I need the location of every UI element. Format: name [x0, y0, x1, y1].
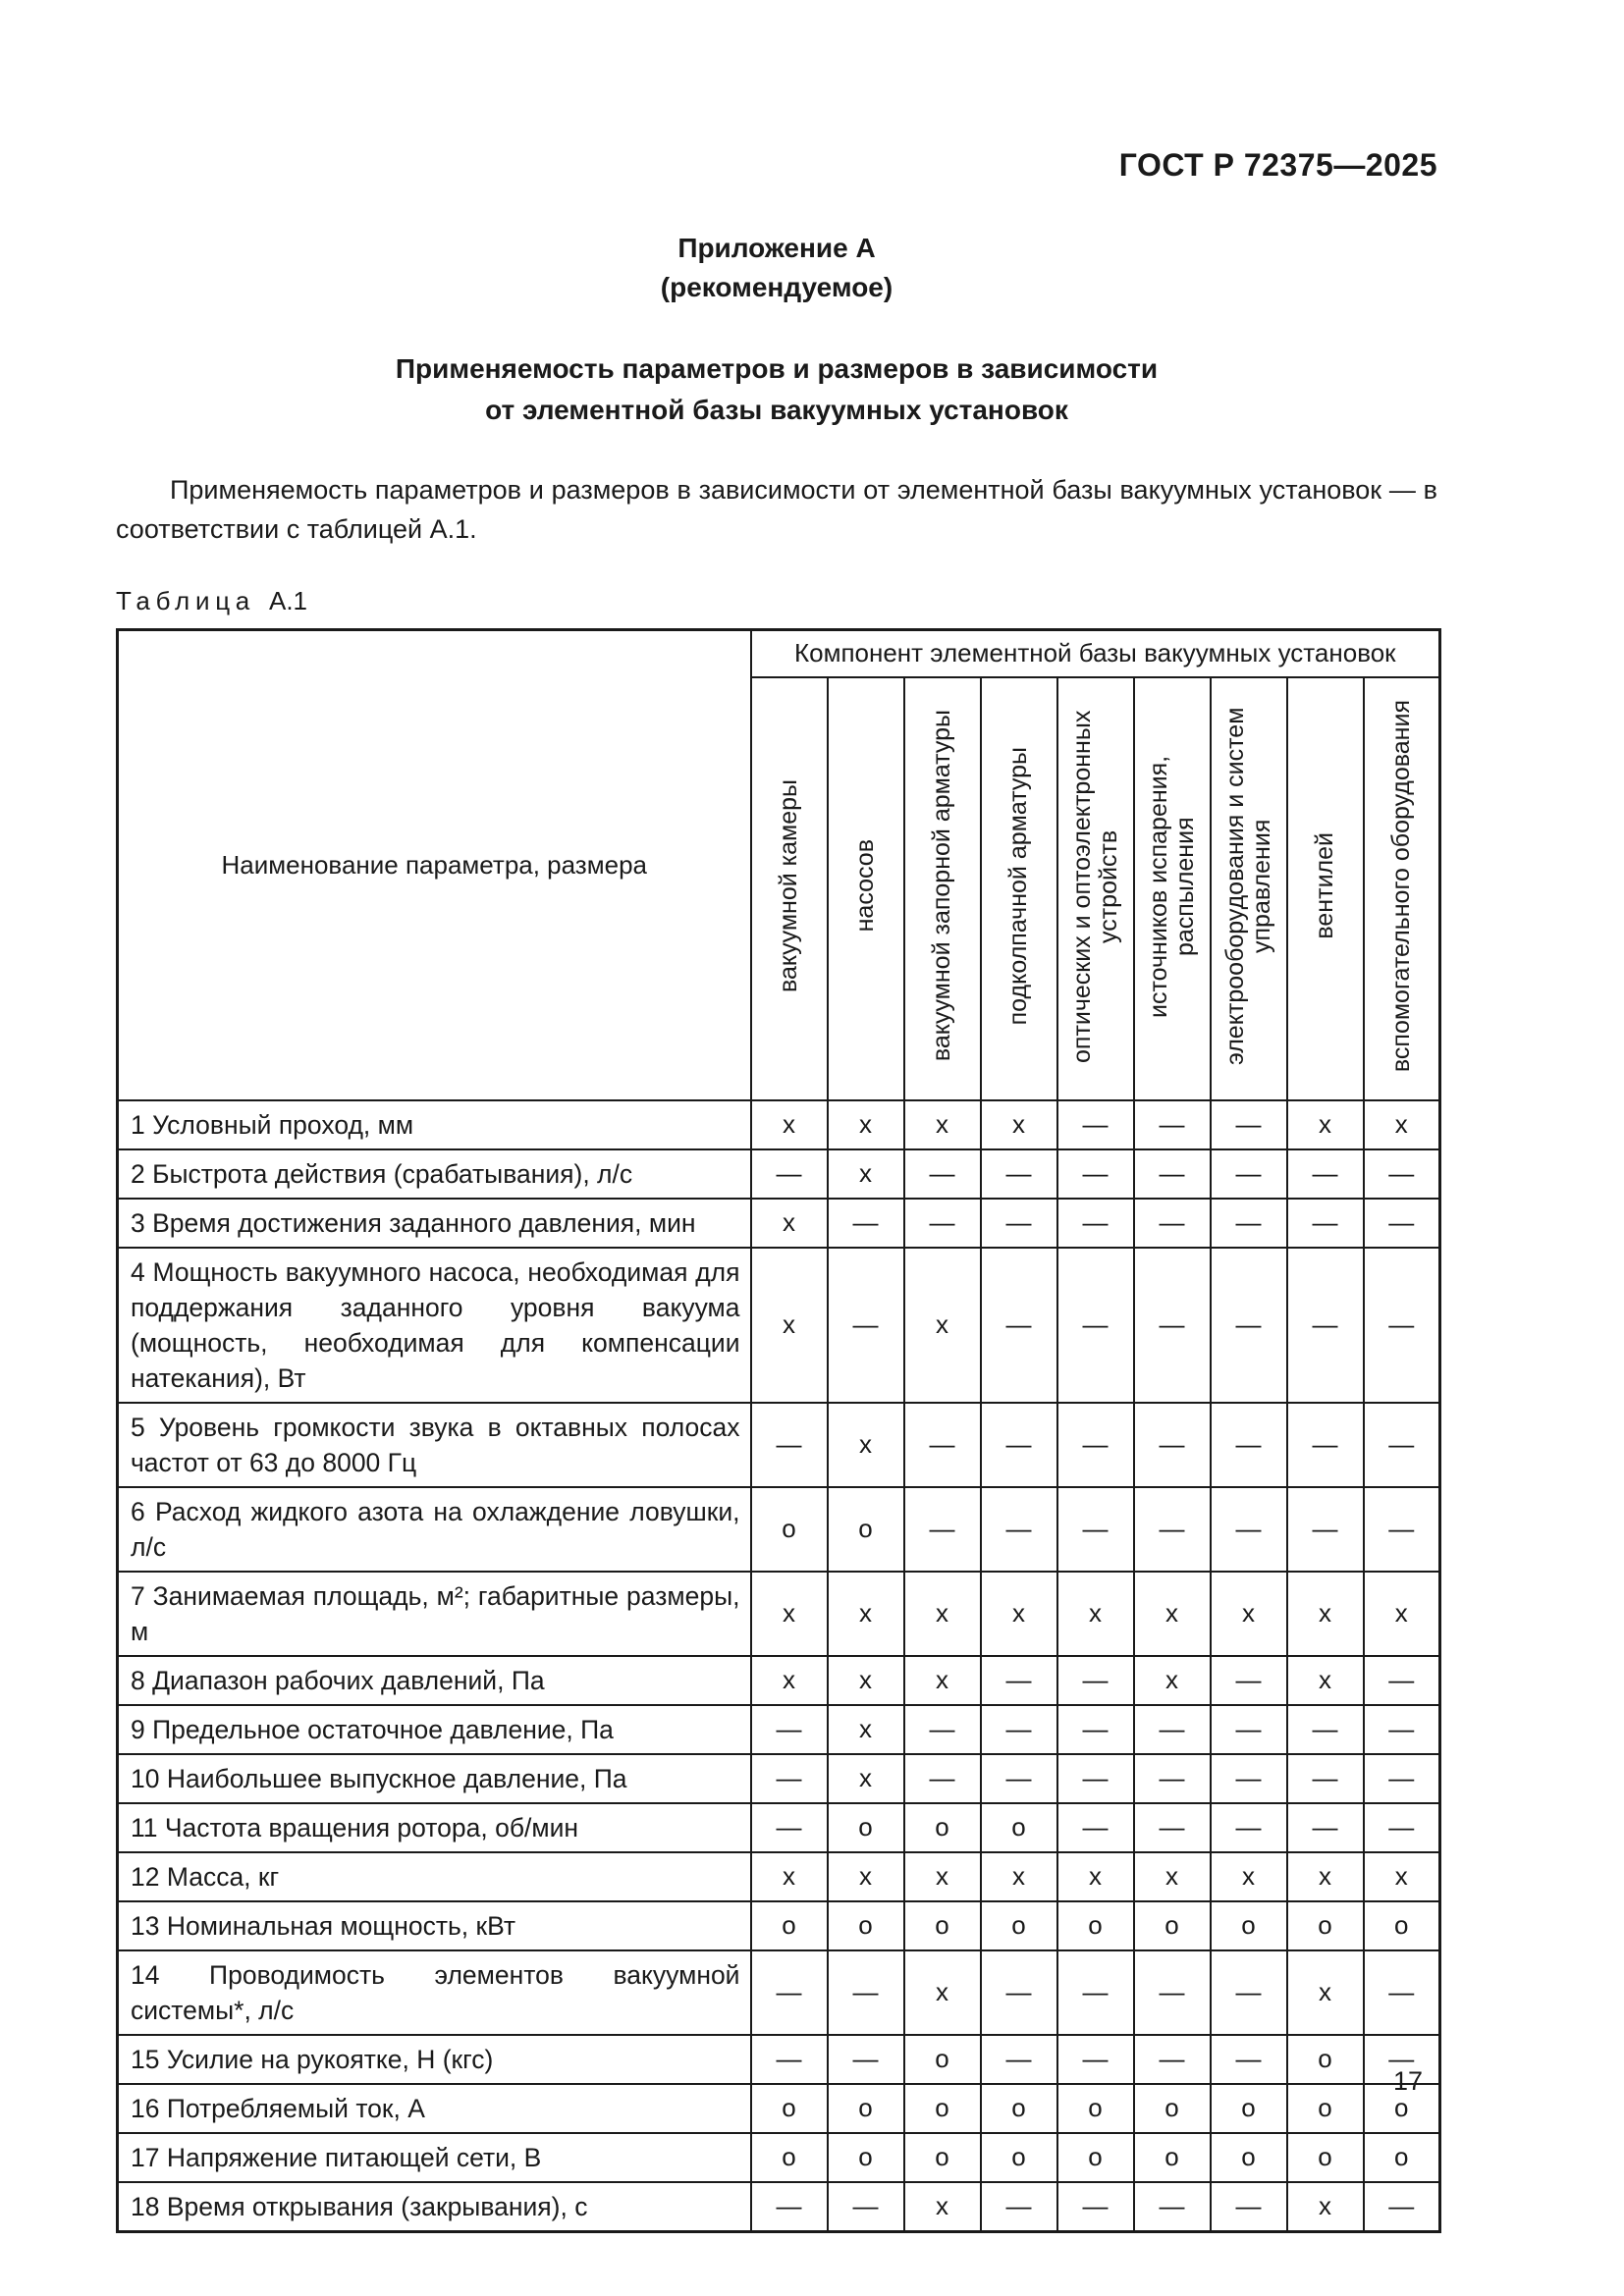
- applicability-value: х: [1364, 1852, 1440, 1901]
- applicability-value: —: [1211, 1487, 1287, 1572]
- applicability-value: —: [1057, 1803, 1134, 1852]
- parameter-label: 15 Усилие на рукоятке, Н (кгс): [118, 2035, 751, 2084]
- applicability-value: х: [1287, 1852, 1364, 1901]
- applicability-value: —: [751, 2035, 828, 2084]
- applicability-value: —: [1057, 2035, 1134, 2084]
- applicability-value: —: [1134, 1705, 1211, 1754]
- parameter-label: 3 Время достижения заданного давления, мин: [118, 1199, 751, 1248]
- column-header-component-6: [1134, 677, 1211, 1100]
- column-header-component-4: [981, 677, 1057, 1100]
- applicability-value: —: [1057, 1487, 1134, 1572]
- table-row-4: [118, 1248, 1440, 1403]
- applicability-value: —: [1211, 1950, 1287, 2035]
- applicability-value: —: [904, 1754, 981, 1803]
- column-header-component-label: подколпачной арматуры: [1004, 746, 1032, 1026]
- applicability-value: х: [828, 1149, 904, 1199]
- parameter-label: 1 Условный проход, мм: [118, 1100, 751, 1149]
- table-row-8: [118, 1656, 1440, 1705]
- table-row-12: [118, 1852, 1440, 1901]
- applicability-value: х: [904, 1656, 981, 1705]
- intro-paragraph: Применяемость параметров и размеров в зависимости от элементной базы вакуумных установок — в соответствии с таблицей А.1.: [116, 475, 1437, 544]
- applicability-value: о: [981, 2133, 1057, 2182]
- applicability-value: —: [1134, 2035, 1211, 2084]
- applicability-value: —: [1211, 1149, 1287, 1199]
- applicability-value: —: [1211, 2182, 1287, 2232]
- applicability-value: —: [1057, 1403, 1134, 1487]
- applicability-value: —: [1057, 1656, 1134, 1705]
- applicability-value: —: [1364, 1705, 1440, 1754]
- applicability-value: —: [981, 1754, 1057, 1803]
- table-caption-label: Таблица: [116, 586, 255, 615]
- applicability-value: —: [751, 2182, 828, 2232]
- applicability-value: о: [1057, 2133, 1134, 2182]
- applicability-value: —: [1364, 2182, 1440, 2232]
- table-row-11: [118, 1803, 1440, 1852]
- applicability-value: х: [1134, 1852, 1211, 1901]
- column-header-component-label: источников испарения, распыления: [1144, 754, 1199, 1018]
- applicability-value: о: [1364, 2133, 1440, 2182]
- applicability-value: —: [1287, 1403, 1364, 1487]
- applicability-value: —: [1211, 1403, 1287, 1487]
- column-header-component-8: [1287, 677, 1364, 1100]
- column-header-component-2: [828, 677, 904, 1100]
- applicability-value: —: [1134, 1149, 1211, 1199]
- applicability-value: х: [1287, 1656, 1364, 1705]
- applicability-value: о: [1211, 1901, 1287, 1950]
- applicability-value: х: [981, 1100, 1057, 1149]
- applicability-value: о: [904, 2035, 981, 2084]
- applicability-value: —: [828, 1248, 904, 1403]
- applicability-value: х: [751, 1100, 828, 1149]
- table-row-2: [118, 1149, 1440, 1199]
- table-row-3: [118, 1199, 1440, 1248]
- applicability-value: о: [904, 2084, 981, 2133]
- applicability-value: х: [981, 1852, 1057, 1901]
- applicability-value: —: [1364, 1487, 1440, 1572]
- applicability-value: х: [828, 1705, 904, 1754]
- applicability-value: —: [981, 1403, 1057, 1487]
- applicability-value: —: [1211, 1100, 1287, 1149]
- applicability-value: —: [1057, 1199, 1134, 1248]
- applicability-value: х: [1134, 1572, 1211, 1656]
- table-row-7: [118, 1572, 1440, 1656]
- applicability-value: —: [1057, 1950, 1134, 2035]
- column-header-component-label: электрооборудования и систем управления: [1220, 707, 1275, 1065]
- table-header-row-group: [118, 630, 1440, 677]
- parameter-label: 17 Напряжение питающей сети, В: [118, 2133, 751, 2182]
- applicability-value: —: [1364, 1199, 1440, 1248]
- parameter-label: 18 Время открывания (закрывания), с: [118, 2182, 751, 2232]
- applicability-value: х: [751, 1852, 828, 1901]
- applicability-value: —: [828, 2182, 904, 2232]
- applicability-value: —: [1134, 1803, 1211, 1852]
- applicability-value: о: [751, 1901, 828, 1950]
- applicability-value: о: [904, 1901, 981, 1950]
- applicability-value: о: [828, 2084, 904, 2133]
- applicability-value: —: [981, 1950, 1057, 2035]
- applicability-value: о: [1057, 1901, 1134, 1950]
- applicability-value: —: [1057, 1248, 1134, 1403]
- parameter-label: 13 Номинальная мощность, кВт: [118, 1901, 751, 1950]
- applicability-value: х: [1057, 1572, 1134, 1656]
- parameter-label: 14 Проводимость элементов вакуумной системы*, л/с: [118, 1950, 751, 2035]
- column-header-component-7: [1211, 677, 1287, 1100]
- applicability-value: —: [1287, 1754, 1364, 1803]
- applicability-value: —: [1057, 1100, 1134, 1149]
- applicability-value: —: [981, 1199, 1057, 1248]
- applicability-value: о: [751, 1487, 828, 1572]
- table-caption-number: А.1: [268, 586, 308, 615]
- applicability-value: х: [1211, 1572, 1287, 1656]
- table-row-10: [118, 1754, 1440, 1803]
- applicability-value: о: [1364, 2084, 1440, 2133]
- parameter-label: 11 Частота вращения ротора, об/мин: [118, 1803, 751, 1852]
- appendix-heading: [116, 348, 1437, 431]
- appendix-heading-line1: Применяемость параметров и размеров в зависимости: [395, 353, 1159, 384]
- table-row-9: [118, 1705, 1440, 1754]
- table-row-17: [118, 2133, 1440, 2182]
- applicability-value: —: [981, 2035, 1057, 2084]
- applicability-value: —: [904, 1199, 981, 1248]
- appendix-title-block: [116, 229, 1437, 307]
- applicability-value: —: [904, 1705, 981, 1754]
- applicability-value: —: [828, 2035, 904, 2084]
- applicability-value: —: [1364, 1656, 1440, 1705]
- applicability-value: —: [1057, 1754, 1134, 1803]
- applicability-value: о: [751, 2084, 828, 2133]
- applicability-value: —: [1134, 1248, 1211, 1403]
- applicability-value: х: [1134, 1656, 1211, 1705]
- applicability-value: х: [904, 1100, 981, 1149]
- applicability-value: х: [904, 2182, 981, 2232]
- parameter-label: 5 Уровень громкости звука в октавных полосах частот от 63 до 8000 Гц: [118, 1403, 751, 1487]
- applicability-value: —: [981, 1487, 1057, 1572]
- table-row-13: [118, 1901, 1440, 1950]
- applicability-value: —: [1134, 1487, 1211, 1572]
- standard-designation: ГОСТ Р 72375—2025: [1118, 147, 1437, 183]
- applicability-value: х: [904, 1248, 981, 1403]
- applicability-value: —: [751, 1403, 828, 1487]
- applicability-value: о: [828, 1803, 904, 1852]
- column-group-header: Компонент элементной базы вакуумных установок: [751, 630, 1440, 677]
- applicability-value: х: [828, 1656, 904, 1705]
- applicability-value: —: [1287, 1149, 1364, 1199]
- table-row-6: [118, 1487, 1440, 1572]
- applicability-value: о: [981, 1901, 1057, 1950]
- applicability-value: о: [904, 1803, 981, 1852]
- applicability-value: о: [751, 2133, 828, 2182]
- applicability-value: —: [1364, 1754, 1440, 1803]
- applicability-value: х: [1057, 1852, 1134, 1901]
- applicability-value: —: [1364, 1403, 1440, 1487]
- applicability-value: о: [828, 2133, 904, 2182]
- applicability-value: —: [1211, 2035, 1287, 2084]
- applicability-value: х: [1364, 1572, 1440, 1656]
- column-header-component-9: [1364, 677, 1440, 1100]
- page-number: 17: [1392, 2066, 1423, 2096]
- applicability-value: х: [1287, 1950, 1364, 2035]
- applicability-value: —: [1364, 2035, 1440, 2084]
- applicability-value: х: [751, 1199, 828, 1248]
- applicability-value: —: [751, 1803, 828, 1852]
- applicability-value: —: [1134, 1199, 1211, 1248]
- applicability-value: —: [1211, 1803, 1287, 1852]
- applicability-value: х: [751, 1656, 828, 1705]
- applicability-value: о: [828, 1487, 904, 1572]
- applicability-value: —: [904, 1149, 981, 1199]
- table-row-1: [118, 1100, 1440, 1149]
- applicability-value: —: [981, 1705, 1057, 1754]
- applicability-value: о: [1211, 2084, 1287, 2133]
- applicability-value: —: [904, 1487, 981, 1572]
- parameter-label: 9 Предельное остаточное давление, Па: [118, 1705, 751, 1754]
- applicability-value: о: [1287, 2084, 1364, 2133]
- applicability-value: —: [981, 2182, 1057, 2232]
- applicability-value: о: [1287, 1901, 1364, 1950]
- applicability-value: —: [1211, 1248, 1287, 1403]
- applicability-value: —: [1287, 1803, 1364, 1852]
- applicability-value: х: [828, 1100, 904, 1149]
- applicability-value: х: [751, 1572, 828, 1656]
- table-row-14: [118, 1950, 1440, 2035]
- applicability-value: —: [828, 1199, 904, 1248]
- appendix-heading-line2: от элементной базы вакуумных установок: [485, 395, 1068, 425]
- applicability-value: о: [1134, 2133, 1211, 2182]
- applicability-value: —: [981, 1149, 1057, 1199]
- column-header-component-label: вакуумной запорной арматуры: [928, 710, 955, 1062]
- column-header-component-label: вентилей: [1311, 832, 1338, 939]
- column-header-component-label: вспомогательного оборудования: [1386, 699, 1415, 1073]
- appendix-subtitle: (рекомендуемое): [660, 272, 893, 302]
- applicability-value: —: [1134, 1754, 1211, 1803]
- applicability-value: о: [981, 2084, 1057, 2133]
- applicability-value: х: [828, 1852, 904, 1901]
- applicability-value: —: [751, 1149, 828, 1199]
- parameter-label: 4 Мощность вакуумного насоса, необходимая для поддержания заданного уровня вакуума (мощность, необходимая для компенсации натекания), Вт: [118, 1248, 751, 1403]
- applicability-value: х: [828, 1403, 904, 1487]
- applicability-value: х: [1287, 2182, 1364, 2232]
- applicability-value: —: [1057, 2182, 1134, 2232]
- applicability-value: о: [1134, 1901, 1211, 1950]
- applicability-value: —: [1364, 1803, 1440, 1852]
- applicability-value: —: [1211, 1705, 1287, 1754]
- applicability-value: —: [1134, 1100, 1211, 1149]
- applicability-value: —: [1057, 1149, 1134, 1199]
- applicability-value: —: [1211, 1656, 1287, 1705]
- applicability-value: х: [1287, 1572, 1364, 1656]
- applicability-value: о: [1364, 1901, 1440, 1950]
- applicability-value: о: [1211, 2133, 1287, 2182]
- applicability-value: —: [1364, 1248, 1440, 1403]
- applicability-value: х: [828, 1754, 904, 1803]
- parameter-label: 10 Наибольшее выпускное давление, Па: [118, 1754, 751, 1803]
- applicability-value: —: [981, 1656, 1057, 1705]
- applicability-value: —: [1057, 1705, 1134, 1754]
- applicability-value: —: [1134, 1950, 1211, 2035]
- applicability-value: —: [1287, 1705, 1364, 1754]
- table-caption: [116, 586, 1437, 616]
- applicability-value: —: [1134, 2182, 1211, 2232]
- applicability-value: —: [1364, 1149, 1440, 1199]
- column-header-component-label: насосов: [851, 839, 879, 933]
- applicability-value: о: [904, 2133, 981, 2182]
- applicability-value: —: [1134, 1403, 1211, 1487]
- applicability-value: х: [904, 1852, 981, 1901]
- column-header-parameter-name: Наименование параметра, размера: [118, 630, 751, 1100]
- column-header-component-label: оптических и оптоэлектронных устройств: [1067, 709, 1122, 1063]
- applicability-value: —: [1287, 1487, 1364, 1572]
- table-body: [118, 1100, 1440, 2232]
- column-header-component-label: вакуумной камеры: [775, 778, 802, 992]
- applicability-value: о: [828, 1901, 904, 1950]
- column-header-component-1: [751, 677, 828, 1100]
- applicability-value: —: [1287, 1248, 1364, 1403]
- parameter-label: 6 Расход жидкого азота на охлаждение ловушки, л/с: [118, 1487, 751, 1572]
- table-row-5: [118, 1403, 1440, 1487]
- parameter-label: 2 Быстрота действия (срабатывания), л/с: [118, 1149, 751, 1199]
- applicability-value: х: [1287, 1100, 1364, 1149]
- applicability-value: х: [1364, 1100, 1440, 1149]
- applicability-table: [116, 628, 1441, 2233]
- applicability-value: х: [1211, 1852, 1287, 1901]
- table-row-16: [118, 2084, 1440, 2133]
- applicability-value: х: [828, 1572, 904, 1656]
- applicability-value: о: [1287, 2035, 1364, 2084]
- applicability-value: х: [904, 1572, 981, 1656]
- applicability-value: о: [1057, 2084, 1134, 2133]
- applicability-value: о: [1134, 2084, 1211, 2133]
- column-header-component-5: [1057, 677, 1134, 1100]
- applicability-value: —: [751, 1950, 828, 2035]
- applicability-value: о: [1287, 2133, 1364, 2182]
- applicability-value: —: [751, 1705, 828, 1754]
- applicability-value: —: [1364, 1950, 1440, 2035]
- table-row-15: [118, 2035, 1440, 2084]
- applicability-value: —: [981, 1248, 1057, 1403]
- table-row-18: [118, 2182, 1440, 2232]
- parameter-label: 8 Диапазон рабочих давлений, Па: [118, 1656, 751, 1705]
- applicability-value: —: [828, 1950, 904, 2035]
- applicability-value: —: [1287, 1199, 1364, 1248]
- applicability-value: о: [981, 1803, 1057, 1852]
- parameter-label: 16 Потребляемый ток, А: [118, 2084, 751, 2133]
- applicability-value: х: [904, 1950, 981, 2035]
- applicability-value: —: [1211, 1199, 1287, 1248]
- applicability-value: х: [981, 1572, 1057, 1656]
- applicability-value: —: [904, 1403, 981, 1487]
- parameter-label: 12 Масса, кг: [118, 1852, 751, 1901]
- parameter-label: 7 Занимаемая площадь, м²; габаритные размеры, м: [118, 1572, 751, 1656]
- appendix-title: Приложение А: [677, 233, 876, 263]
- applicability-value: —: [751, 1754, 828, 1803]
- column-header-component-3: [904, 677, 981, 1100]
- applicability-value: х: [751, 1248, 828, 1403]
- applicability-value: —: [1211, 1754, 1287, 1803]
